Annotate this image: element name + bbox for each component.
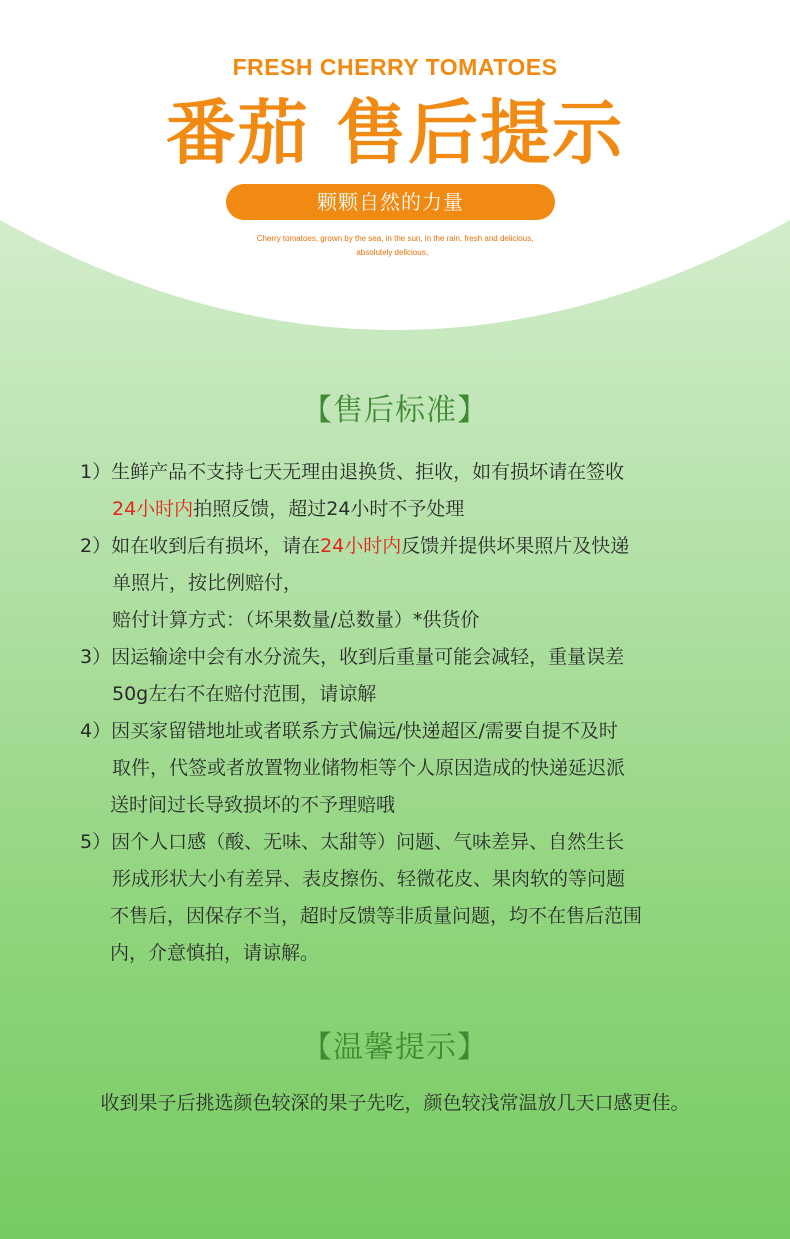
list-item-line: 4）因买家留错地址或者联系方式偏远/快递超区/需要自提不及时 xyxy=(80,720,618,742)
list-item-line xyxy=(80,491,730,528)
after-sales-list xyxy=(80,454,730,972)
list-item-line: 形成形状大小有差异、表皮擦伤、轻微花皮、果肉软的等问题 xyxy=(112,868,626,890)
list-item-line: 50g左右不在赔付范围，请谅解 xyxy=(112,683,377,705)
list-item-line: 不售后，因保存不当，超时反馈等非质量问题，均不在售后范围 xyxy=(110,905,643,927)
highlight-24h: 24小时内 xyxy=(320,535,402,557)
list-item xyxy=(80,454,730,528)
list-item-line: 送时间过长导致损坏的不予理赔哦 xyxy=(110,794,396,816)
list-item xyxy=(80,713,730,824)
list-item-line: 单照片，按比例赔付， xyxy=(112,572,303,594)
list-item-line xyxy=(80,528,730,565)
list-item-line: 3）因运输途中会有水分流失，收到后重量可能会减轻，重量误差 xyxy=(80,646,625,668)
list-item-text: 反馈并提供坏果照片及快递 xyxy=(401,535,630,557)
list-item-line: 1）生鲜产品不支持七天无理由退换货、拒收，如有损坏请在签收 xyxy=(80,461,625,483)
list-item xyxy=(80,639,730,713)
subtitle-english: FRESH CHERRY TOMATOES xyxy=(232,54,558,80)
list-item-line: 内，介意慎拍，请谅解。 xyxy=(110,942,320,964)
list-item-text: 拍照反馈，超过24小时不予处理 xyxy=(193,498,465,520)
section-heading-tips: 【温馨提示】 xyxy=(302,1030,488,1065)
list-item xyxy=(80,824,730,972)
section-heading-after-sales: 【售后标准】 xyxy=(302,393,488,428)
tip-text: 收到果子后挑选颜色较深的果子先吃，颜色较浅常温放几天口感更佳。 xyxy=(100,1092,690,1114)
page-title: 番茄 售后提示 xyxy=(165,92,625,174)
list-item-line: 赔付计算方式：（坏果数量/总数量）*供货价 xyxy=(112,609,480,631)
list-item-line: 取件，代签或者放置物业储物柜等个人原因造成的快递延迟派 xyxy=(112,757,626,779)
tagline xyxy=(0,232,790,260)
list-item-text: 2）如在收到后有损坏，请在 xyxy=(80,535,321,557)
highlight-24h: 24小时内 xyxy=(112,498,194,520)
slogan-pill: 颗颗自然的力量 xyxy=(226,184,555,220)
tagline-line-1: Cherry tomatoes, grown by the sea, in the sun, in the rain, fresh and delicious, xyxy=(256,234,534,243)
list-item xyxy=(80,528,730,639)
list-item-line: 5）因个人口感（酸、无味、太甜等）问题、气味差异、自然生长 xyxy=(80,831,625,853)
tagline-line-2: absolutely delicious。 xyxy=(356,248,434,257)
